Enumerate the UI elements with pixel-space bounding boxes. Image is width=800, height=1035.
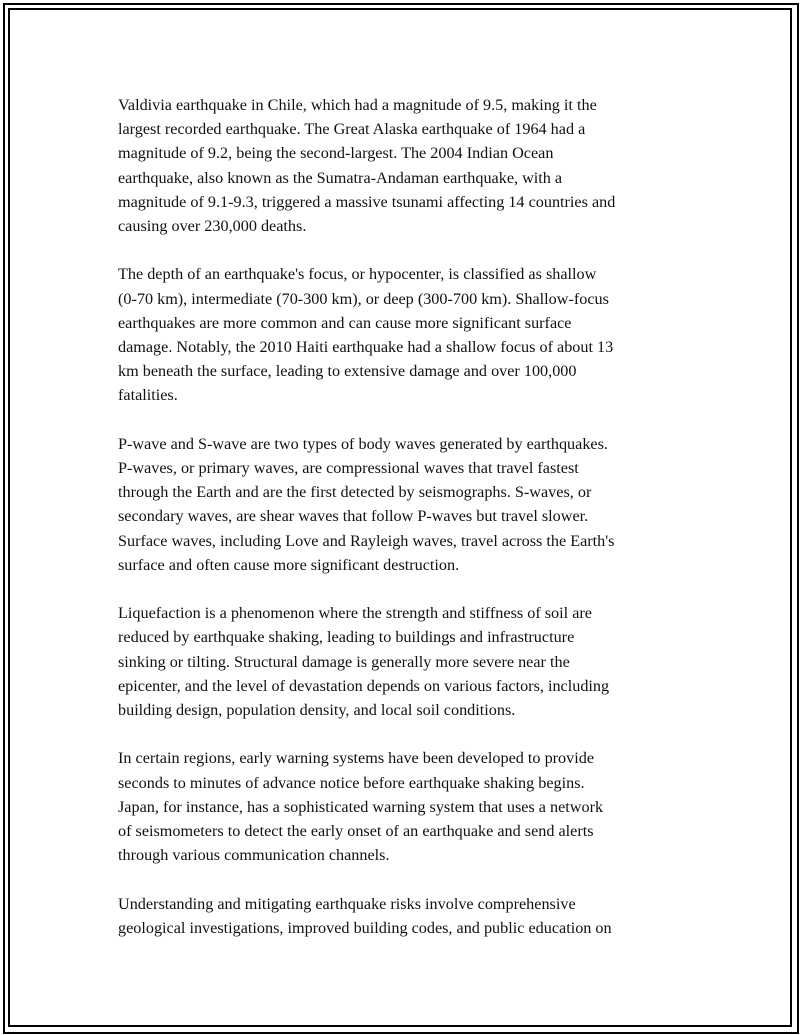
paragraph-major-earthquakes: Valdivia earthquake in Chile, which had a magnitude of 9.5, making it the largest recorded earthquake. The Great Alaska earthquake of 1964 had a magnitude of 9.2, being the second-largest. The 2004 Indian Ocean earthquake, also known as the Sumatra-Andaman earthquake, with a magnitude of 9.1-9.3, triggered a massive tsunami affecting 14 countries and causing over 230,000 deaths. — [118, 96, 616, 236]
document-body — [118, 93, 684, 964]
paragraph-liquefaction: Liquefaction is a phenomenon where the strength and stiffness of soil are reduced by earthquake shaking, leading to buildings and infrastructure sinking or tilting. Structural damage is generally more severe near the epicenter, and the level of devastation depends on various factors, including building design, population density, and local soil conditions. — [118, 604, 610, 720]
paragraph-early-warning: In certain regions, early warning systems have been developed to provide seconds to minutes of advance notice before earthquake shaking begins. Japan, for instance, has a sophisticated warning system that uses a network of seismometers to detect the early onset of an earthquake and send alerts through various communication channels. — [118, 749, 604, 865]
paragraph-seismic-waves: P-wave and S-wave are two types of body waves generated by earthquakes. P-waves, or primary waves, are compressional waves that travel fastest through the Earth and are the first detected by seismographs. S-waves, or secondary waves, are shear waves that follow P-waves but travel slower. Surface waves, including Love and Rayleigh waves, travel across the Earth's surface and often cause more significant destruction. — [118, 434, 615, 574]
paragraph-focus-depth: The depth of an earthquake's focus, or hypocenter, is classified as shallow (0-70 km), intermediate (70-300 km), or deep (300-700 km). Shallow-focus earthquakes are more common and can cause more significant surface damage. Notably, the 2010 Haiti earthquake had a shallow focus of about 13 km beneath the surface, leading to extensive damage and over 100,000 fatalities. — [118, 265, 614, 405]
paragraph-risk-mitigation: Understanding and mitigating earthquake risks involve comprehensive geological investigations, improved building codes, and public education on — [118, 894, 612, 937]
